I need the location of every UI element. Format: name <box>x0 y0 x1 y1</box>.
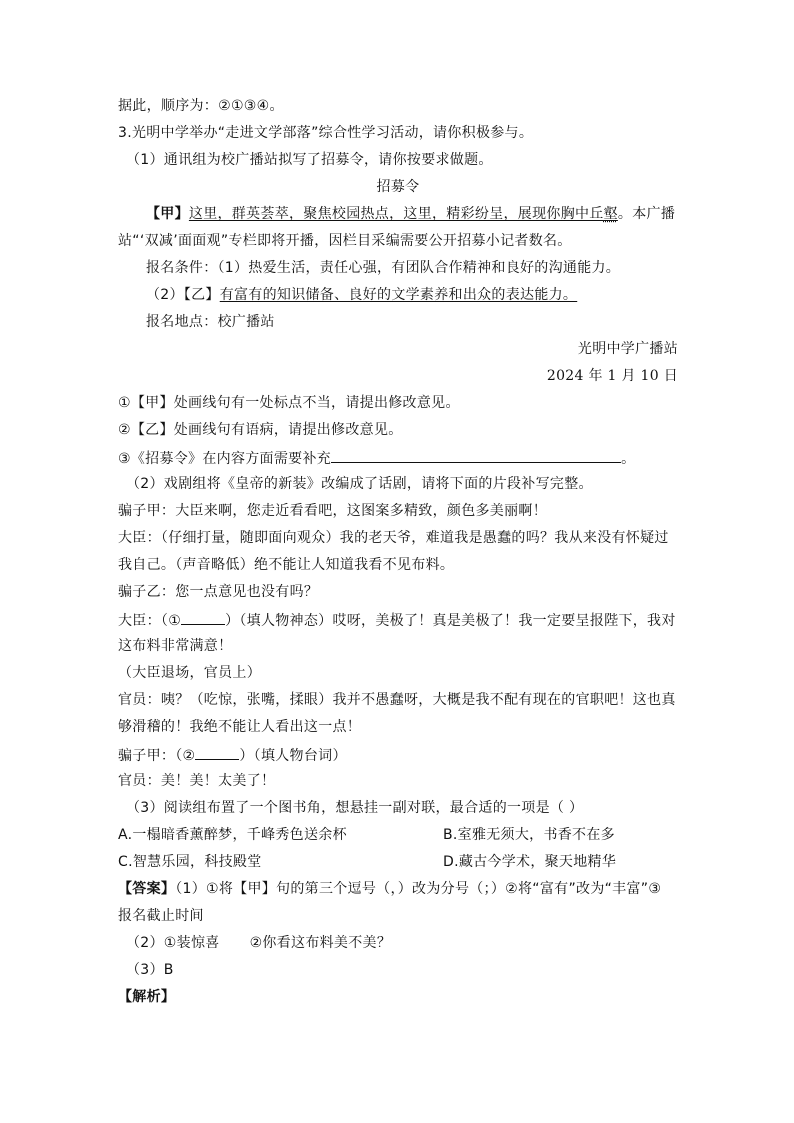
jia-label: 【甲】 <box>146 206 189 222</box>
d5-suffix: ）（填人物神态）哎呀，美极了！真是美极了！我一定要呈报陛下，我对 <box>225 613 676 629</box>
notice-title: 招募令 <box>376 179 420 195</box>
q3-prefix: ③《招募令》在内容方面需要补充 <box>118 451 332 467</box>
question-heading: 3.光明中学举办“走进文学部落”综合性学习活动，请你积极参与。 <box>118 125 534 141</box>
answer-part-a: （2）①装惊喜 <box>126 935 220 951</box>
text-line: （1）通讯组为校广播站拟写了招募令，请你按要求做题。 <box>126 152 493 168</box>
answer-line <box>118 880 678 898</box>
jia-underlined-sentence <box>189 206 618 222</box>
analysis-label: 【解析】 <box>118 989 176 1005</box>
notice-paragraph-yi <box>146 286 706 304</box>
answer-line: 报名截止时间 <box>118 908 204 924</box>
dialogue-line: 够滑稽的！我绝不能让人看出这一点！ <box>118 719 362 735</box>
answer-part-b: ②你看这布料美不美？ <box>249 935 392 951</box>
answer-label: 【答案】 <box>118 881 176 897</box>
question-item: ①【甲】处画线句有一处标点不当，请提出修改意见。 <box>118 395 460 411</box>
answer-blank <box>331 448 621 463</box>
text-line: 站“‘双减’面面观”专栏即将开播，因栏目采编需要公开招募小记者数名。 <box>118 233 572 249</box>
question-item: ②【乙】处画线句有语病，请提出修改意见。 <box>118 422 403 438</box>
dialogue-line: 骗子乙：您一点意见也没有吗？ <box>118 584 319 600</box>
dialogue-line: 我自己。（声音略低）绝不能让人知道我看不见布料。 <box>118 557 455 573</box>
jia-dotted-char: 壑 <box>603 206 618 222</box>
answer-line: （3）B <box>126 962 174 978</box>
date: 2024 年 1 月 10 日 <box>546 368 678 384</box>
dialogue-line: 大臣：（仔细打量，随即面向观众）我的老天爷，难道我是愚蠢的吗？我从来没有怀疑过 <box>118 530 669 546</box>
option-c: C.智慧乐园，科技殿堂 <box>118 854 262 870</box>
jia-text: 这里，群英荟萃，聚焦校园热点，这里，精彩纷呈，展现你胸中丘 <box>188 206 604 222</box>
dialogue-line: 官员：咦？（吃惊，张嘴，揉眼）我并不愚蠢呀，大概是我不配有现在的官职吧！这也真 <box>118 692 676 708</box>
d5-prefix: 大臣：（① <box>118 613 182 629</box>
question-item <box>118 448 678 468</box>
yi-underlined-sentence: 有富有的知识储备、良好的文学素养和出众的表达能力。 <box>219 287 578 303</box>
option-b: B.室雅无须大，书香不在多 <box>443 827 615 843</box>
dialogue-line: 官员：美！美！太美了！ <box>118 773 276 789</box>
d10-suffix: ）（填人物台词） <box>239 748 347 764</box>
option-a: A.一榻暗香薰醉梦，千峰秀色送余杯 <box>118 827 347 843</box>
q3-suffix: 。 <box>621 451 636 467</box>
question-item: （2）戏剧组将《皇帝的新装》改编成了话剧，请将下面的片段补写完整。 <box>126 476 593 492</box>
signature: 光明中学广播站 <box>577 341 678 357</box>
answer-text: （1）①将【甲】句的第三个逗号（，）改为分号（；）②将“富有”改为“丰富”③ <box>175 881 662 897</box>
answer-blank <box>195 745 239 760</box>
dialogue-line: 这布料非常满意！ <box>118 638 233 654</box>
text-line: 报名条件：（1）热爱生活，责任心强，有团队合作精神和良好的沟通能力。 <box>146 260 621 276</box>
text-line: 报名地点：校广播站 <box>146 314 275 330</box>
option-d: D.藏古今学术，聚天地精华 <box>443 854 617 870</box>
jia-tail: 。本广播 <box>617 206 676 222</box>
answer-line <box>126 934 686 952</box>
yi-prefix: （2）【乙】 <box>146 287 220 303</box>
answer-blank <box>181 610 225 625</box>
notice-paragraph-jia <box>146 205 706 223</box>
text-line: 据此，顺序为：②①③④。 <box>118 98 284 114</box>
dialogue-line <box>118 745 678 765</box>
dialogue-line: 骗子甲：大臣来啊，您走近看看吧，这图案多精致，颜色多美丽啊！ <box>118 503 547 519</box>
dialogue-line <box>118 610 678 630</box>
stage-direction: （大臣退场，官员上） <box>118 665 261 681</box>
question-item: （3）阅读组布置了一个图书角，想悬挂一副对联，最合适的一项是（ ） <box>126 800 584 816</box>
d10-prefix: 骗子甲：（② <box>118 748 196 764</box>
